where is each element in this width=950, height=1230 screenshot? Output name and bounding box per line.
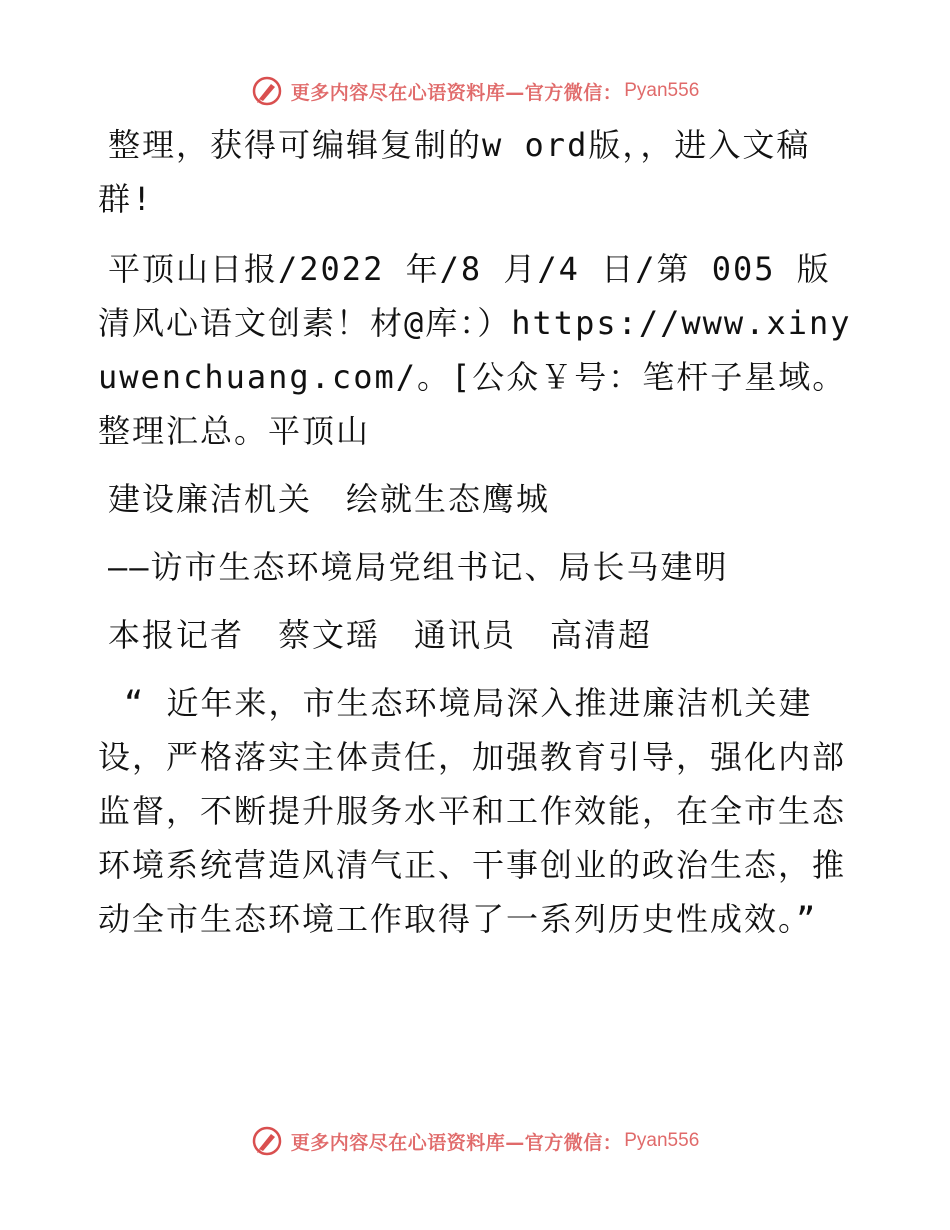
intro-paragraph: 整理，获得可编辑复制的w ord版，，进入文稿群! [98, 126, 811, 218]
pen-circle-logo-icon [251, 1125, 283, 1157]
article-byline: 本报记者 蔡文瑶 通讯员 高清超 [108, 616, 653, 654]
watermark-text: 更多内容尽在心语资料库—官方微信： [290, 1131, 623, 1154]
wechat-id: Pyan556 [624, 80, 700, 101]
source-paragraph: 平顶山日报/2022 年/8 月/4 日/第 005 版清风心语文创素！材@库：）https://www.xinyuwenchuang.com/。[公众￥号：笔杆子星域。整理汇总。平顶山 [98, 250, 852, 450]
header-watermark [0, 73, 950, 109]
article-title: 建设廉洁机关 绘就生态鹰城 [108, 480, 551, 518]
watermark-text: 更多内容尽在心语资料库—官方微信： [290, 81, 623, 104]
pen-circle-logo-icon [251, 75, 283, 107]
document-body [98, 118, 858, 946]
quote-paragraph: “ 近年来，市生态环境局深入推进廉洁机关建设，严格落实主体责任，加强教育引导，强化内部监督，不断提升服务水平和工作效能，在全市生态环境系统营造风清气正、干事创业的政治生态，推动全市生态环境工作取得了一系列历史性成效。” [98, 684, 847, 938]
article-subtitle: ——访市生态环境局党组书记、局长马建明 [108, 548, 729, 586]
footer-watermark [0, 1123, 950, 1159]
wechat-id: Pyan556 [624, 1130, 700, 1151]
